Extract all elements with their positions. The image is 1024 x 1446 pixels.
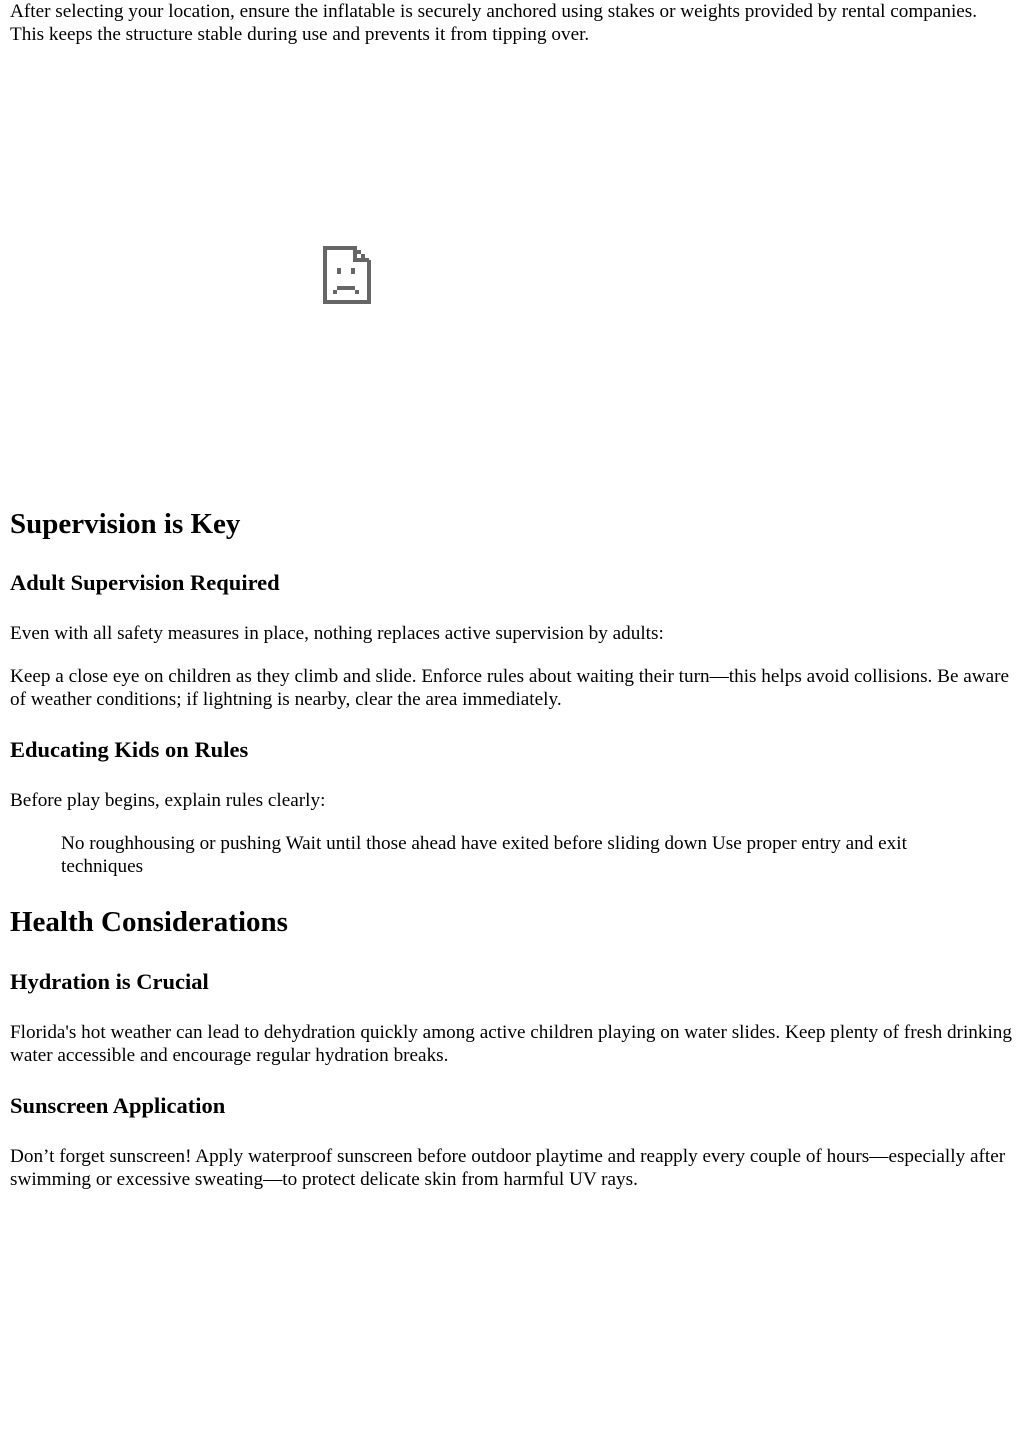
intro-paragraph: After selecting your location, ensure the inflatable is securely anchored using stakes or weights provided by rental companies. This keeps the structure stable during use and prevents it from tipping over.: [10, 1, 978, 45]
rules-blockquote: No roughhousing or pushing Wait until those ahead have exited before sliding down Use proper entry and exit techniques: [61, 833, 907, 877]
educating-kids-lead: Before play begins, explain rules clearly:: [10, 790, 326, 811]
sunscreen-paragraph: Don’t forget sunscreen! Apply waterproof sunscreen before outdoor playtime and reapply every couple of hours—especially after swimming or excessive sweating—to protect delicate skin from harmful UV rays.: [10, 1146, 1006, 1190]
adult-supervision-body: Keep a close eye on children as they climb and slide. Enforce rules about waiting their turn—this helps avoid collisions. Be aware of weather conditions; if lightning is nearby, clear the area immediately.: [10, 666, 1010, 710]
section-heading-supervision: Supervision is Key: [10, 508, 241, 540]
subheading-educating-kids: Educating Kids on Rules: [10, 737, 249, 762]
image-placeholder: [10, 61, 1014, 493]
hydration-paragraph: Florida's hot weather can lead to dehydration quickly among active children playing on water slides. Keep plenty of fresh drinking water accessible and encourage regular hydration breaks.: [10, 1022, 1012, 1066]
subheading-hydration: Hydration is Crucial: [10, 969, 209, 994]
subheading-sunscreen: Sunscreen Application: [10, 1093, 226, 1118]
section-heading-health: Health Considerations: [10, 906, 288, 938]
adult-supervision-lead: Even with all safety measures in place, nothing replaces active supervision by adults:: [10, 623, 664, 644]
subheading-adult-supervision: Adult Supervision Required: [10, 570, 280, 595]
broken-image-icon: [323, 246, 371, 304]
